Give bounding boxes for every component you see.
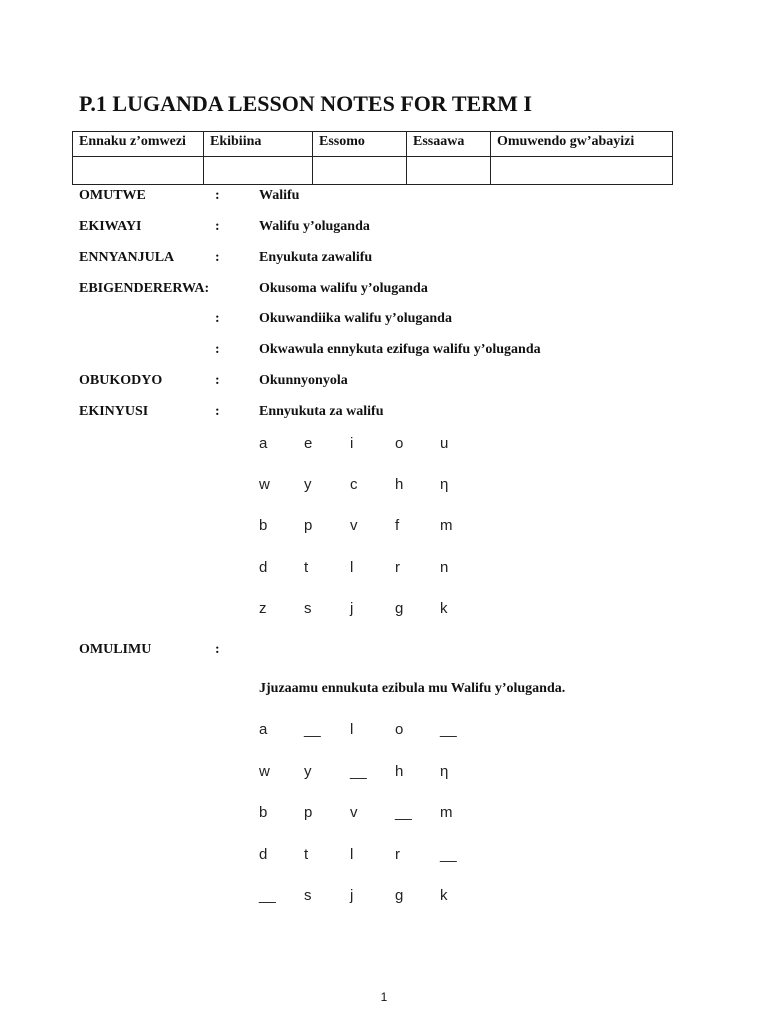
field-colon: :: [215, 188, 220, 203]
exercise-cell: b: [259, 804, 268, 821]
alphabet-letter: c: [350, 476, 358, 493]
field-value: Okwawula ennykuta ezifuga walifu y’oluganda: [259, 342, 541, 357]
alphabet-letter: v: [350, 517, 358, 534]
alphabet-letter: t: [304, 559, 309, 576]
alphabet-row: [259, 517, 499, 537]
exercise-row: [259, 763, 499, 783]
exercise-cell: s: [304, 887, 312, 904]
alphabet-letter: l: [350, 559, 354, 576]
alphabet-letter: a: [259, 435, 268, 452]
column-date: Ennaku z’omwezi: [73, 132, 204, 157]
exercise-cell: m: [440, 804, 453, 821]
alphabet-letter: m: [440, 517, 453, 534]
alphabet-letter: i: [350, 435, 354, 452]
time-cell: [407, 157, 491, 185]
class-cell: [204, 157, 313, 185]
alphabet-letter: r: [395, 559, 400, 576]
column-subject: Essomo: [313, 132, 407, 157]
field-colon: :: [215, 250, 220, 265]
exercise-cell: j: [350, 887, 354, 904]
field-colon: :: [215, 342, 220, 357]
field-colon: :: [215, 311, 220, 326]
exercise-cell: l: [350, 721, 354, 738]
field-colon: :: [215, 404, 220, 419]
alphabet-letter: η: [440, 476, 449, 493]
blank-entry-row: [73, 157, 673, 185]
alphabet-letter: p: [304, 517, 313, 534]
exercise-cell: o: [395, 721, 404, 738]
field-value: Enyukuta zawalifu: [259, 250, 373, 265]
header-row: [73, 132, 673, 157]
exercise-cell: a: [259, 721, 268, 738]
exercise-row: [259, 721, 499, 741]
page-number: 1: [380, 990, 388, 1004]
exercise-row: [259, 846, 499, 866]
field-label: ENNYANJULA: [79, 250, 175, 265]
alphabet-row: [259, 559, 499, 579]
field-label: EKINYUSI: [79, 404, 149, 419]
alphabet-letter: o: [395, 435, 404, 452]
alphabet-letter: k: [440, 600, 448, 617]
alphabet-letter: y: [304, 476, 312, 493]
alphabet-letter: e: [304, 435, 313, 452]
subject-cell: [313, 157, 407, 185]
field-value: Walifu y’oluganda: [259, 219, 370, 234]
exercise-row: [259, 887, 499, 907]
exercise-cell: __: [259, 887, 276, 904]
exercise-row: [259, 804, 499, 824]
column-pupils-count: Omuwendo gw’abayizi: [491, 132, 673, 157]
exercise-cell: η: [440, 763, 449, 780]
exercise-cell: l: [350, 846, 354, 863]
field-label: OMUTWE: [79, 188, 146, 203]
exercise-cell: __: [440, 721, 457, 738]
exercise-cell: __: [304, 721, 321, 738]
exercise-cell: t: [304, 846, 309, 863]
exercise-cell: p: [304, 804, 313, 821]
exercise-cell: r: [395, 846, 400, 863]
field-value: Okusoma walifu y’oluganda: [259, 281, 428, 296]
alphabet-row: [259, 435, 499, 455]
alphabet-letter: f: [395, 517, 400, 534]
field-label: EKIWAYI: [79, 219, 142, 234]
column-class: Ekibiina: [204, 132, 313, 157]
alphabet-letter: b: [259, 517, 268, 534]
alphabet-row: [259, 476, 499, 496]
exercise-cell: d: [259, 846, 268, 863]
field-colon: :: [215, 373, 220, 388]
exercise-cell: g: [395, 887, 404, 904]
page-title: P.1 LUGANDA LESSON NOTES FOR TERM I: [79, 91, 532, 116]
alphabet-letter: u: [440, 435, 449, 452]
exercise-cell: __: [395, 804, 412, 821]
exercise-instruction: Jjuzaamu ennukuta ezibula mu Walifu y’oluganda.: [259, 681, 566, 696]
alphabet-letter: s: [304, 600, 312, 617]
field-label: EBIGENDERERWA:: [79, 281, 210, 296]
exercise-cell: __: [350, 763, 367, 780]
date-cell: [73, 157, 204, 185]
alphabet-letter: g: [395, 600, 404, 617]
alphabet-row: [259, 600, 499, 620]
exercise-cell: h: [395, 763, 404, 780]
exercise-cell: v: [350, 804, 358, 821]
lesson-header-table: [72, 131, 673, 185]
alphabet-letter: h: [395, 476, 404, 493]
exercise-cell: w: [259, 763, 270, 780]
field-value: Ennyukuta za walifu: [259, 404, 384, 419]
exercise-cell: k: [440, 887, 448, 904]
field-value: Walifu: [259, 188, 300, 203]
alphabet-letter: w: [259, 476, 270, 493]
field-value: Okuwandiika walifu y’oluganda: [259, 311, 452, 326]
exercise-cell: __: [440, 846, 457, 863]
pupils-count-cell: [491, 157, 673, 185]
field-colon: :: [215, 642, 220, 657]
alphabet-letter: n: [440, 559, 449, 576]
alphabet-letter: z: [259, 600, 267, 617]
field-label: OBUKODYO: [79, 373, 163, 388]
exercise-cell: y: [304, 763, 312, 780]
field-label: OMULIMU: [79, 642, 152, 657]
field-colon: :: [215, 219, 220, 234]
alphabet-letter: d: [259, 559, 268, 576]
field-value: Okunnyonyola: [259, 373, 348, 388]
alphabet-letter: j: [350, 600, 354, 617]
column-time: Essaawa: [407, 132, 491, 157]
